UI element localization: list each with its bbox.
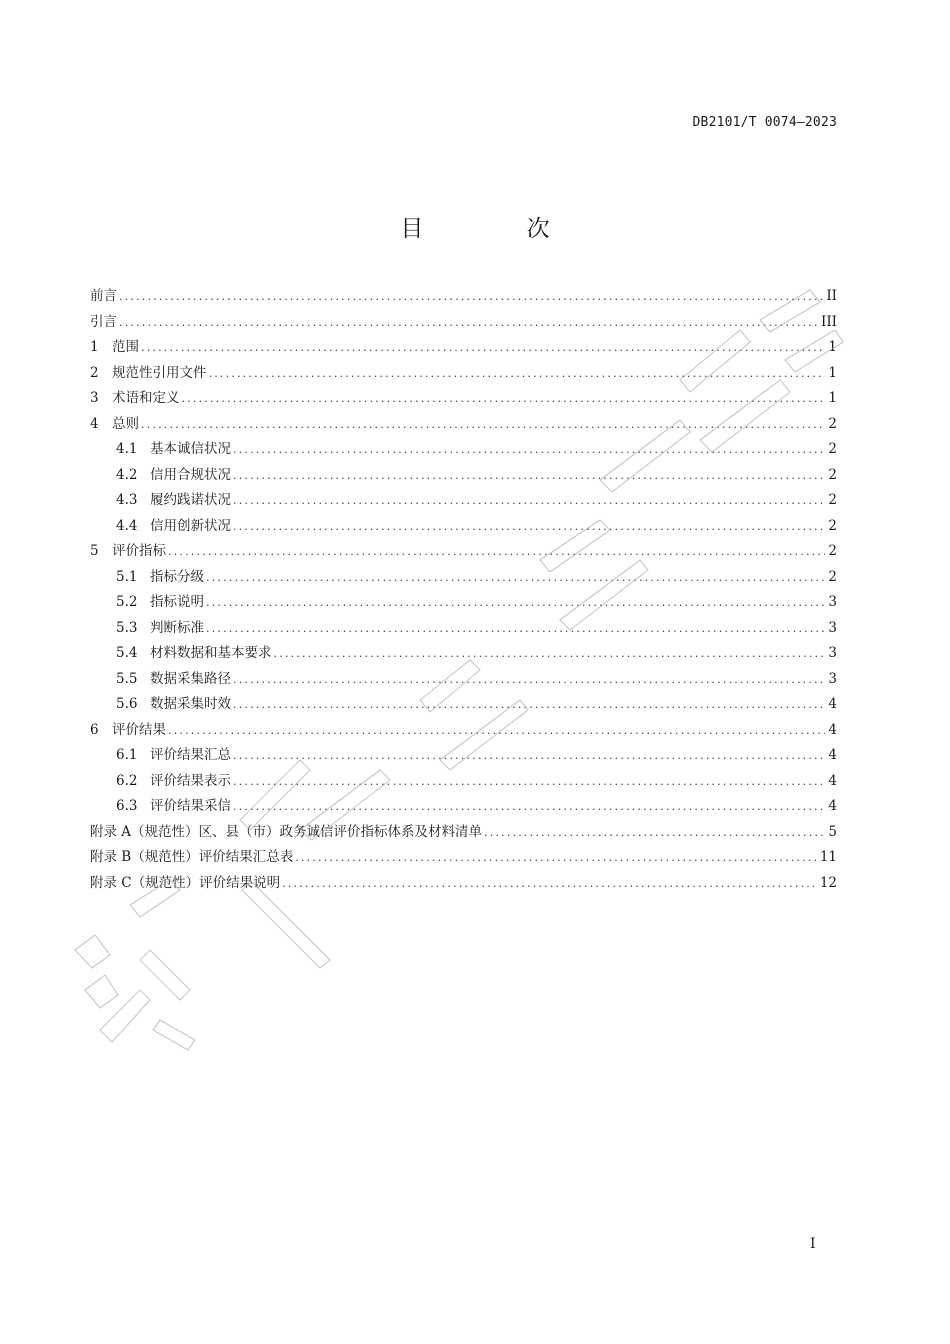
toc-entry[interactable] — [90, 743, 837, 769]
toc-leader-dots — [233, 667, 825, 693]
toc-leader-dots — [206, 590, 825, 616]
toc-entry[interactable] — [90, 692, 837, 718]
toc-entry-number: 1 — [90, 339, 99, 355]
toc-entry-page: II — [826, 288, 837, 304]
toc-entry[interactable] — [90, 412, 837, 438]
toc-entry[interactable] — [90, 616, 837, 642]
toc-entry-number: 6.1 — [116, 747, 138, 763]
toc-entry-page: 3 — [828, 645, 837, 661]
toc-entry-number: 3 — [90, 390, 99, 406]
toc-entry[interactable] — [90, 845, 837, 871]
toc-entry-title: 数据采集时效 — [150, 696, 231, 712]
page-number: I — [810, 1236, 816, 1252]
toc-entry-number: 6.2 — [116, 772, 138, 789]
toc-entry[interactable] — [90, 310, 837, 336]
toc-entry-title: 引言 — [90, 313, 117, 330]
toc-entry-title: 材料数据和基本要求 — [150, 645, 272, 661]
toc-entry[interactable] — [90, 871, 837, 897]
toc-entry-title: 信用创新状况 — [150, 517, 231, 534]
toc-entry-title: 指标分级 — [150, 568, 204, 585]
toc-entry-number: 2 — [90, 364, 99, 381]
toc-leader-dots — [141, 335, 825, 361]
toc-entry-page: 1 — [828, 339, 837, 355]
toc-leader-dots — [233, 514, 825, 540]
toc-entry-number: 4.1 — [116, 441, 138, 457]
toc-entry-page: 12 — [819, 874, 837, 891]
toc-entry-title: 信用合规状况 — [150, 466, 231, 483]
toc-entry-page: 1 — [828, 364, 837, 381]
toc-title: 目 次 — [400, 216, 598, 242]
toc-leader-dots — [233, 743, 825, 769]
toc-leader-dots — [168, 539, 825, 565]
toc-entry-number: 5.3 — [116, 619, 138, 636]
toc-entry-page: 2 — [828, 492, 837, 508]
table-of-contents — [90, 284, 837, 896]
toc-leader-dots — [206, 616, 825, 642]
toc-entry-title: 履约践诺状况 — [150, 492, 231, 508]
toc-entry-title: 评价结果汇总 — [150, 747, 231, 763]
toc-entry-title: 附录 A（规范性）区、县（市）政务诚信评价指标体系及材料清单 — [90, 823, 483, 840]
toc-leader-dots — [233, 463, 825, 489]
toc-entry-title: 指标说明 — [150, 594, 204, 610]
toc-entry-title: 附录 C（规范性）评价结果说明 — [90, 874, 281, 891]
toc-entry-number: 4.2 — [116, 466, 138, 483]
toc-entry-page: 4 — [828, 721, 837, 738]
toc-entry[interactable] — [90, 437, 837, 463]
toc-leader-dots — [168, 718, 825, 744]
toc-entry-page: 3 — [828, 594, 837, 610]
toc-entry-page: 4 — [828, 798, 837, 814]
toc-entry[interactable] — [90, 514, 837, 540]
toc-entry[interactable] — [90, 539, 837, 565]
toc-leader-dots — [182, 386, 826, 412]
toc-entry-number: 6.3 — [116, 798, 138, 814]
toc-entry-page: 3 — [828, 619, 837, 636]
toc-entry-number: 5.6 — [116, 696, 138, 712]
toc-entry-page: 2 — [828, 568, 837, 585]
toc-entry-title: 术语和定义 — [112, 390, 180, 406]
toc-leader-dots — [233, 437, 825, 463]
toc-entry[interactable] — [90, 667, 837, 693]
toc-entry[interactable] — [90, 565, 837, 591]
toc-entry-page: 5 — [828, 823, 837, 840]
document-id: DB2101/T 0074—2023 — [692, 115, 837, 130]
toc-entry[interactable] — [90, 820, 837, 846]
toc-leader-dots — [119, 310, 818, 336]
toc-leader-dots — [233, 769, 825, 795]
toc-leader-dots — [119, 284, 823, 310]
toc-entry-title: 数据采集路径 — [150, 670, 231, 687]
toc-leader-dots — [233, 488, 825, 514]
toc-entry-page: 3 — [828, 670, 837, 687]
toc-entry-title: 评价指标 — [112, 543, 166, 559]
toc-leader-dots — [484, 820, 825, 846]
toc-entry-title: 附录 B（规范性）评价结果汇总表 — [90, 849, 294, 865]
toc-entry-number: 5.4 — [116, 645, 138, 661]
toc-entry-page: 2 — [828, 543, 837, 559]
toc-entry[interactable] — [90, 284, 837, 310]
toc-entry[interactable] — [90, 463, 837, 489]
toc-entry-page: III — [821, 313, 837, 330]
toc-entry-number: 4.4 — [116, 517, 138, 534]
toc-entry-page: 4 — [828, 772, 837, 789]
toc-entry-page: 2 — [828, 466, 837, 483]
toc-entry-title: 范围 — [112, 339, 139, 355]
toc-leader-dots — [274, 641, 826, 667]
toc-leader-dots — [233, 692, 825, 718]
toc-entry-number: 6 — [90, 721, 99, 738]
toc-leader-dots — [206, 565, 825, 591]
toc-entry-number: 5 — [90, 543, 99, 559]
toc-entry-title: 评价结果 — [112, 721, 166, 738]
toc-entry[interactable] — [90, 361, 837, 387]
toc-entry-page: 2 — [828, 441, 837, 457]
toc-entry-title: 基本诚信状况 — [150, 441, 231, 457]
toc-entry[interactable] — [90, 769, 837, 795]
toc-entry-number: 5.2 — [116, 594, 138, 610]
toc-leader-dots — [209, 361, 826, 387]
toc-leader-dots — [282, 871, 817, 897]
toc-entry-title: 评价结果表示 — [150, 772, 231, 789]
toc-leader-dots — [295, 845, 817, 871]
toc-entry-title: 总则 — [112, 415, 139, 432]
toc-entry-title: 规范性引用文件 — [112, 364, 207, 381]
toc-entry[interactable] — [90, 335, 837, 361]
toc-entry-number: 4.3 — [116, 492, 138, 508]
toc-entry[interactable] — [90, 386, 837, 412]
toc-entry-page: 2 — [828, 517, 837, 534]
toc-entry-number: 5.1 — [116, 568, 138, 585]
toc-entry[interactable] — [90, 641, 837, 667]
toc-entry[interactable] — [90, 794, 837, 820]
toc-entry-title: 判断标准 — [150, 619, 204, 636]
toc-entry[interactable] — [90, 718, 837, 744]
toc-entry-title: 前言 — [90, 288, 117, 304]
toc-entry-page: 11 — [819, 849, 837, 865]
toc-entry-title: 评价结果采信 — [150, 798, 231, 814]
toc-entry[interactable] — [90, 590, 837, 616]
toc-leader-dots — [233, 794, 825, 820]
toc-entry-number: 4 — [90, 415, 99, 432]
toc-entry[interactable] — [90, 488, 837, 514]
toc-leader-dots — [141, 412, 825, 438]
toc-entry-page: 2 — [828, 415, 837, 432]
toc-entry-page: 4 — [828, 747, 837, 763]
toc-entry-number: 5.5 — [116, 670, 138, 687]
toc-entry-page: 4 — [828, 696, 837, 712]
toc-entry-page: 1 — [828, 390, 837, 406]
